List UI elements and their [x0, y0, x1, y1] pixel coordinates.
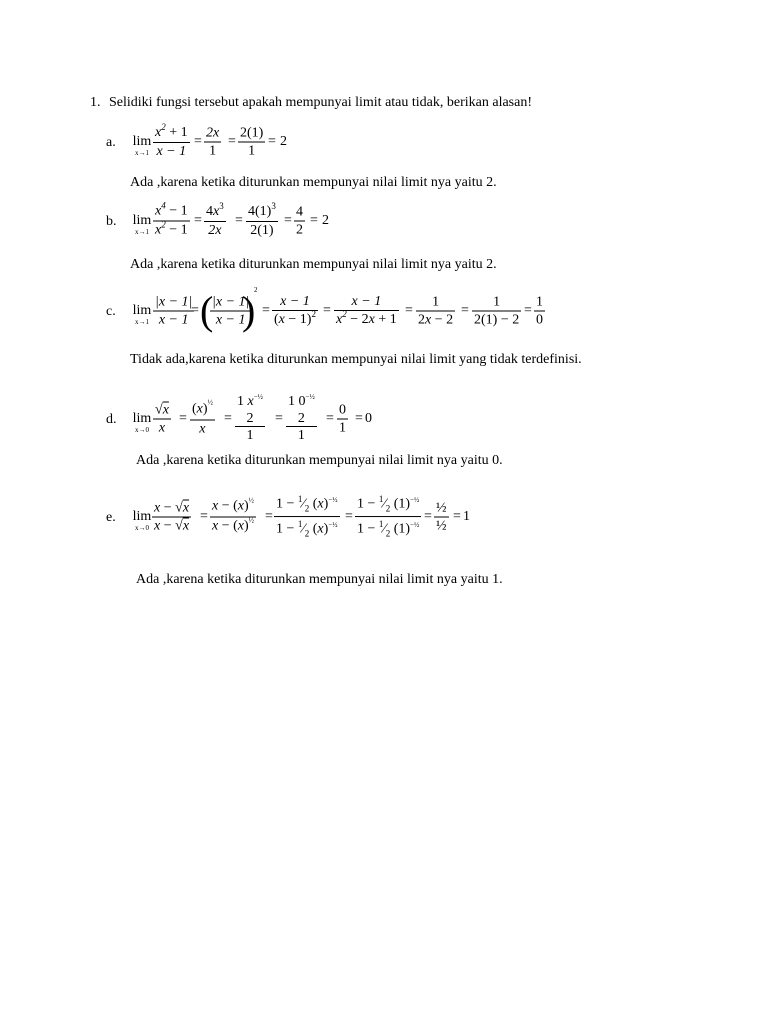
fraction-e3: [274, 492, 340, 542]
equals-sign: =: [345, 509, 353, 524]
fraction-c3: [272, 293, 318, 329]
item-label: c.: [106, 304, 116, 319]
numerator: ½: [436, 500, 447, 516]
denominator: 2: [296, 222, 303, 238]
numerator: √x: [155, 402, 169, 418]
fraction-d2: [190, 398, 215, 438]
numerator: 1: [432, 294, 440, 310]
denominator: 2x − 2: [418, 312, 454, 328]
equals-sign: =: [275, 411, 283, 426]
equals-sign: =: [405, 303, 413, 318]
denominator: $1 - ^1⁄_2$ $(1)^{-\frac{1}{2}}$: [355, 517, 421, 542]
equals-sign: =: [323, 303, 331, 318]
fraction-a1: [153, 124, 190, 160]
equals-sign: =: [268, 134, 276, 149]
fraction-d1: [153, 402, 171, 437]
item-label: d.: [106, 412, 117, 427]
fraction-d5: [337, 402, 348, 437]
limit-operator: lim x→0: [132, 411, 152, 434]
numerator: 0: [339, 402, 346, 418]
denominator: x: [153, 419, 171, 437]
denominator: 1: [339, 420, 346, 436]
denominator: 2(1): [246, 221, 278, 239]
numerator: 1 $x^{-\frac{1}{2}}$ 2: [237, 393, 263, 426]
equals-sign: =: [235, 213, 243, 228]
equals-sign: =: [228, 134, 236, 149]
question-text: Selidiki fungsi tersebut apakah mempunyai limit atau tidak, berikan alasan!: [109, 95, 532, 110]
numerator: 2(1): [240, 125, 264, 141]
numerator: 2x: [206, 125, 220, 141]
result: 2: [322, 213, 329, 228]
answer-text: Tidak ada,karena ketika diturunkan mempunyai nilai limit yang tidak terdefinisi.: [130, 352, 582, 367]
equals-sign: =: [200, 509, 208, 524]
numerator: 1: [536, 294, 543, 310]
fraction-b1: [153, 200, 190, 240]
denominator: $(x - 1)^2$: [274, 309, 316, 327]
equals-sign: =: [424, 509, 432, 524]
fraction-a3: [238, 125, 265, 160]
result: 2: [280, 134, 287, 149]
item-label: b.: [106, 214, 117, 229]
answer-text: Ada ,karena ketika diturunkan mempunyai nilai limit nya yaitu 2.: [130, 175, 497, 190]
numerator: $4x^3$: [206, 201, 224, 219]
denominator: $x^2 - 1$: [155, 219, 188, 238]
left-paren: (: [200, 288, 214, 333]
equals-sign: =: [224, 411, 232, 426]
fraction-c5: [416, 294, 455, 329]
numerator: $x^4 - 1$: [155, 200, 188, 219]
fraction-a2: [204, 125, 221, 160]
fraction-c4: [334, 293, 399, 329]
denominator: $x^2 - 2x + 1$: [336, 309, 397, 327]
denominator: x − 1: [153, 142, 190, 160]
denominator: 1: [238, 142, 265, 160]
denominator: 2x: [204, 221, 226, 239]
numerator: x − √x: [154, 500, 190, 516]
right-paren: ): [242, 288, 256, 333]
numerator: 4: [296, 204, 303, 220]
numerator: 1: [493, 294, 501, 310]
fraction-e5: [434, 500, 449, 535]
result: 0: [365, 411, 372, 426]
fraction-d3: [235, 394, 265, 444]
numerator: $1 - ^1⁄_2$ $(1)^{-\frac{1}{2}}$: [357, 494, 420, 514]
equals-sign: =: [194, 134, 202, 149]
numerator: $4(1)^3$: [248, 201, 276, 219]
numerator: |x − 1|: [212, 294, 250, 310]
numerator: $x - (x)^{\frac{1}{2}}$: [212, 496, 254, 514]
equals-sign: =: [179, 411, 187, 426]
fraction-e1: [152, 500, 191, 535]
denominator: 2(1) − 2: [474, 312, 520, 328]
numerator: $(x)^{\frac{1}{2}}$: [192, 398, 213, 417]
limit-operator: lim x→1: [132, 213, 152, 236]
fraction-c1: [153, 294, 194, 329]
fraction-e4: [355, 492, 421, 542]
equals-sign: =: [453, 509, 461, 524]
denominator: x − √x: [154, 518, 190, 534]
denominator: x − 1: [153, 311, 194, 329]
limit-operator: lim x→1: [132, 303, 152, 326]
numerator: x − 1: [351, 294, 382, 309]
numerator: x − 1: [280, 294, 310, 309]
denominator: 1: [204, 142, 221, 160]
denominator: 1: [235, 426, 265, 444]
power-label: 2: [254, 286, 258, 294]
answer-text: Ada ,karena ketika diturunkan mempunyai nilai limit nya yaitu 2.: [130, 257, 497, 272]
denominator: x: [190, 420, 215, 438]
equals-sign: =: [461, 303, 469, 318]
answer-text: Ada ,karena ketika diturunkan mempunyai nilai limit nya yaitu 0.: [136, 453, 503, 468]
denominator: $x - (x)^{\frac{1}{2}}$: [210, 517, 256, 537]
fraction-b4: [294, 204, 305, 239]
equals-sign: =: [262, 303, 270, 318]
numerator: |x − 1|: [155, 294, 193, 310]
equals-sign: =: [355, 411, 363, 426]
item-label: e.: [106, 510, 116, 525]
equals-sign: =: [265, 509, 273, 524]
denominator: ½: [436, 518, 447, 534]
answer-text: Ada ,karena ketika diturunkan mempunyai nilai limit nya yaitu 1.: [136, 572, 503, 587]
denominator: $1 - ^1⁄_2$ $(x)^{-\frac{1}{2}}$: [274, 517, 340, 542]
limit-operator: lim x→1: [132, 134, 152, 157]
item-label: a.: [106, 135, 116, 150]
numerator: $1 - ^1⁄_2$ $(x)^{-\frac{1}{2}}$: [276, 494, 338, 514]
fraction-b3: [246, 203, 278, 239]
denominator: 0: [536, 312, 543, 328]
result: 1: [463, 509, 470, 524]
equals-sign: =: [310, 213, 318, 228]
limit-operator: lim x→0: [132, 509, 152, 532]
numerator: 1 $0^{-\frac{1}{2}}$ 2: [288, 393, 315, 426]
equals-sign: =: [524, 303, 532, 318]
fraction-c7: [534, 294, 545, 329]
denominator: 1: [286, 426, 317, 444]
denominator: x − 1: [210, 311, 251, 329]
equals-sign: =: [284, 213, 292, 228]
numerator: $x^2 + 1$: [155, 122, 188, 140]
question-number: 1.: [90, 95, 101, 110]
fraction-b2: [204, 203, 226, 239]
equals-sign: =: [191, 303, 199, 318]
fraction-e2: [210, 498, 256, 537]
equals-sign: =: [194, 213, 202, 228]
fraction-c6: [472, 294, 521, 329]
equals-sign: =: [326, 411, 334, 426]
fraction-d4: [286, 394, 317, 444]
